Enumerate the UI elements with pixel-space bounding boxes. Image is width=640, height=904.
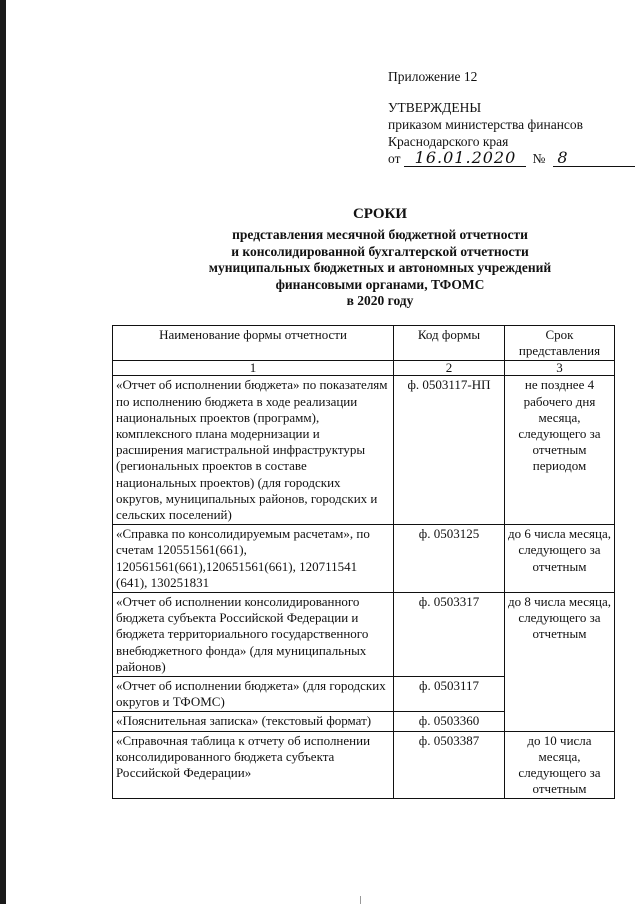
approval-header (388, 68, 635, 167)
date-prefix: от (388, 151, 401, 166)
form-name-cell: «Справочная таблица к отчету об исполнении консолидированного бюджета субъекта Российской Федерации» (113, 731, 394, 799)
number-blank (553, 150, 635, 167)
title-line-5: в 2020 году (346, 293, 414, 308)
form-code-cell: ф. 0503387 (394, 731, 505, 799)
title-line-3: муниципальных бюджетных и автономных учреждений (208, 260, 552, 275)
title-line-1: представления месячной бюджетной отчетности (232, 227, 528, 242)
column-number: 3 (505, 361, 615, 376)
form-name-cell: «Отчет об исполнении бюджета» по показателям по исполнению бюджета в ходе реализации национальных проектов (программ), комплексного плана модернизации и расширения магистральной инфраструктуры (региональных проектов в составе национальных проектов) (для городских округов, муниципальных районов, городских и сельских поселений) (113, 376, 394, 525)
document-title (120, 205, 640, 310)
handwritten-number: 8 (557, 148, 569, 167)
header-form-code: Код формы (394, 326, 505, 361)
deadline-cell: до 10 числа месяца, следующего за отчетным (505, 731, 615, 799)
column-number: 2 (394, 361, 505, 376)
handwritten-date: 16.01.2020 (414, 148, 517, 167)
scan-artifact (360, 896, 361, 904)
title-line-2: и консолидированной бухгалтерской отчетности (231, 243, 529, 259)
order-line-2: Краснодарского края (388, 134, 509, 149)
form-code-cell: ф. 0503360 (394, 712, 505, 731)
table-row (113, 593, 615, 677)
deadline-cell: до 6 числа месяца, следующего за отчетным (505, 525, 615, 593)
form-name-cell: «Отчет об исполнении консолидированного бюджета субъекта Российской Федерации и бюджета территориального государственного внебюджетного фонда» (для муниципальных районов) (113, 593, 394, 677)
table-row (113, 525, 615, 593)
form-name-cell: «Справка по консолидируемым расчетам», по счетам 120551561(661), 120561561(661),120651561(661), 120711541 (641), 130251831 (113, 525, 394, 593)
scan-binding-edge (0, 0, 6, 904)
reporting-terms-table (112, 325, 615, 799)
form-code-cell: ф. 0503117 (394, 677, 505, 712)
deadline-cell: не позднее 4 рабочего дня месяца, следующего за отчетным периодом (505, 376, 615, 525)
table-row (113, 731, 615, 799)
title-main: СРОКИ (352, 206, 408, 222)
deadline-cell-merged: до 8 числа месяца, следующего за отчетным (505, 593, 615, 732)
approved-label: УТВЕРЖДЕНЫ (388, 100, 482, 115)
form-name-cell: «Пояснительная записка» (текстовый формат) (113, 712, 394, 731)
form-code-cell: ф. 0503125 (394, 525, 505, 593)
column-number: 1 (113, 361, 394, 376)
number-label: № (532, 151, 546, 166)
appendix-label: Приложение 12 (388, 69, 478, 84)
form-code-cell: ф. 0503117-НП (394, 376, 505, 525)
title-line-4: финансовыми органами, ТФОМС (275, 276, 485, 292)
form-name-cell: «Отчет об исполнении бюджета» (для городских округов и ТФОМС) (113, 677, 394, 712)
order-line-1: приказом министерства финансов (388, 117, 584, 132)
table-row (113, 376, 615, 525)
header-form-name: Наименование формы отчетности (113, 326, 394, 361)
column-number-row (113, 361, 615, 376)
date-blank (404, 150, 526, 167)
header-deadline: Срок представления (505, 326, 615, 361)
form-code-cell: ф. 0503317 (394, 593, 505, 677)
table-header-row (113, 326, 615, 361)
order-date-number-row (388, 150, 635, 167)
